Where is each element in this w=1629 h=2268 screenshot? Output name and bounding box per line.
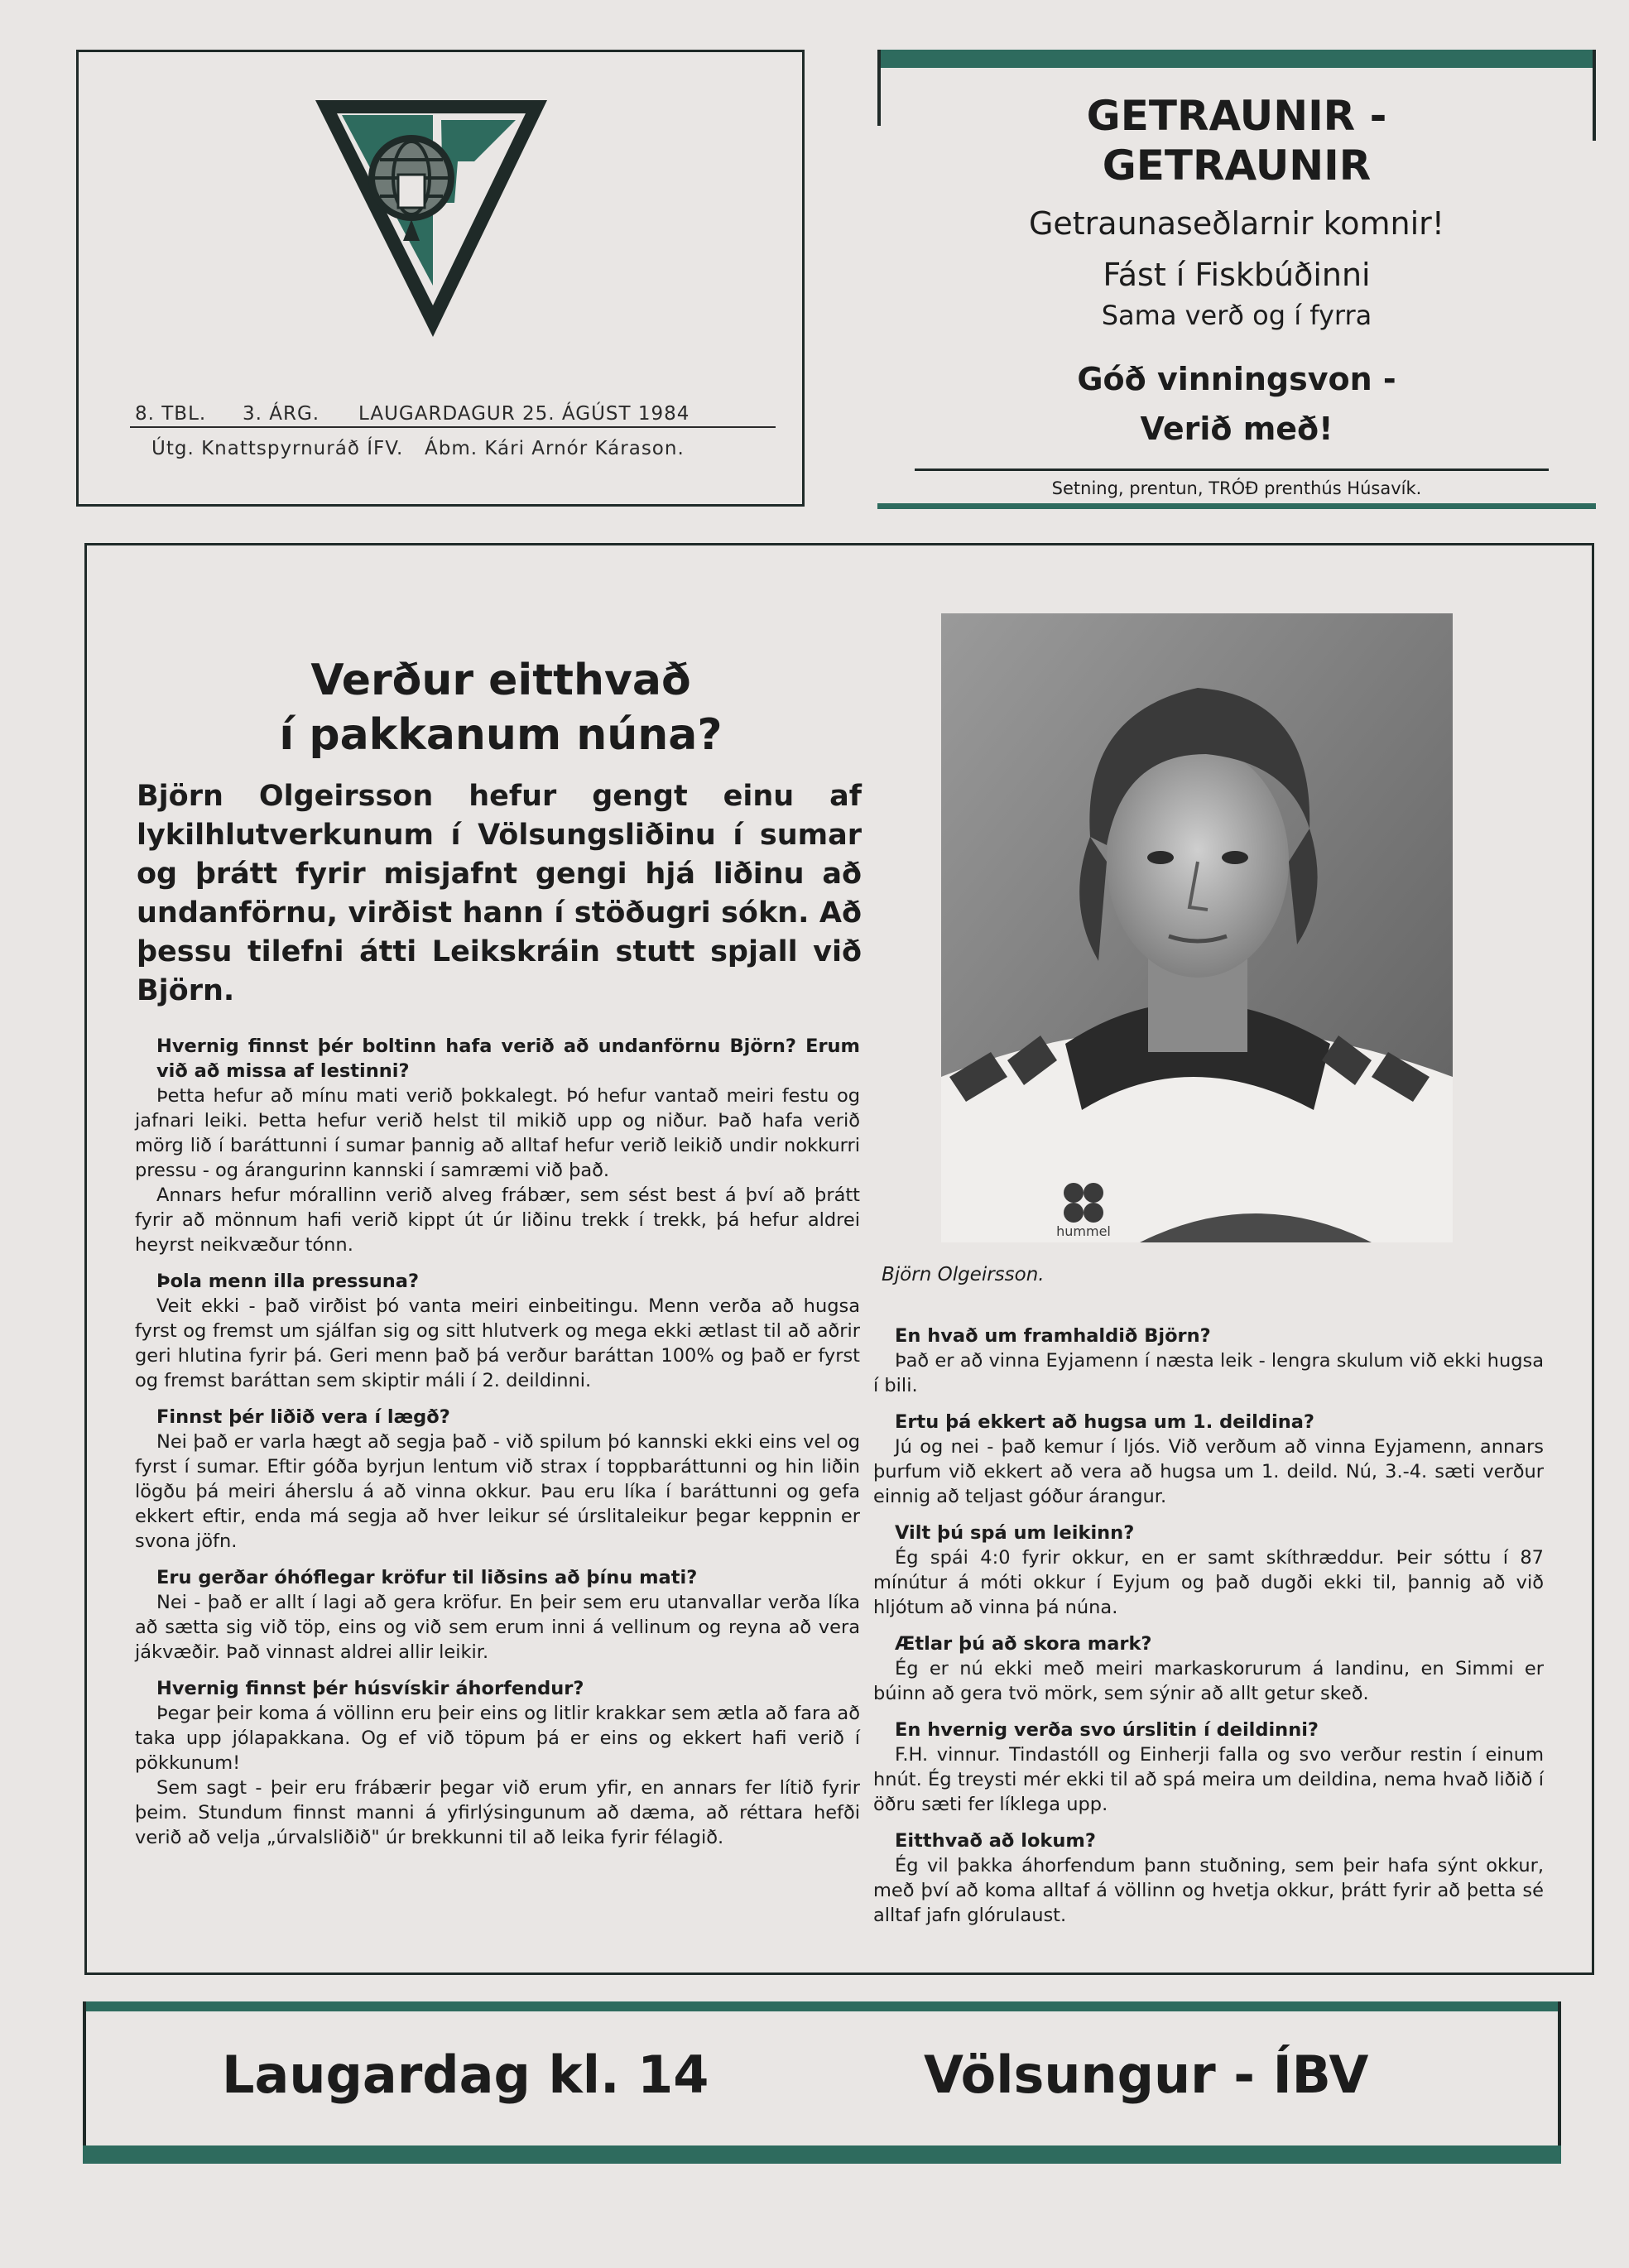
ad-line2: Fást í Fiskbúðinni [1103, 257, 1371, 293]
issue-date: LAUGARDAGUR 25. ÁGÚST 1984 [358, 403, 690, 425]
volume-year: 3. ÁRG. [243, 403, 320, 425]
question: Eru gerðar óhóflegar kröfur til liðsins að þínu mati? [156, 1567, 698, 1588]
masthead-divider [130, 426, 776, 428]
answer: Jú og nei - það kemur í ljós. Við verðum að vinna Eyjamenn, annars þurfum við ekkert að vera að hugsa um 1. deild. Nú, 3.-4. sæti verður einnig að teljast góður árangur. [873, 1436, 1544, 1507]
ad-divider [915, 468, 1549, 471]
ad-slogan2: Verið með! [1140, 411, 1333, 447]
answer: Ég er nú ekki með meiri markaskorurum á landinu, en Simmi er búinn að gera tvö mörk, sem sýnir að allt getur skeð. [873, 1658, 1544, 1704]
question: En hvernig verða svo úrslitin í deildinni? [895, 1719, 1319, 1741]
ad-top-bar [877, 50, 1596, 68]
answer: Þegar þeir koma á völlinn eru þeir eins og litlir krakkar sem ætla að fara að taka upp jólapakkana. Og ef við töpum þá er eins og ekkert hafi verið í pökkunum! [135, 1703, 860, 1774]
match-banner [83, 2001, 1561, 2164]
question: En hvað um framhaldið Björn? [895, 1325, 1211, 1347]
answer: Annars hefur mórallinn verið alveg frábær, sem sést best á því að þrátt fyrir að mönnum hafi verið kippt út úr liðinu trekk í trekk, þá hefur aldrei heyrst neikvæður tónn. [135, 1184, 860, 1256]
question: Hvernig finnst þér boltinn hafa verið að undanförnu Björn? Erum við að missa af lestinni? [156, 1035, 860, 1082]
question: Vilt þú spá um leikinn? [895, 1522, 1135, 1544]
question: Ertu þá ekkert að hugsa um 1. deildina? [895, 1411, 1314, 1433]
headline-line2: í pakkanum núna? [279, 710, 723, 760]
publisher: Útg. Knattspyrnuráð ÍFV. [151, 438, 404, 459]
answer: F.H. vinnur. Tindastóll og Einherji falla og svo verður restin í einum hnút. Ég treysti mér ekki til að spá meira um deildina, nema hvað liðið í öðru sæti fer líklega upp. [873, 1744, 1544, 1815]
interview-right-column [873, 1324, 1544, 1939]
answer: Ég vil þakka áhorfendum þann stuðning, sem þeir hafa sýnt okkur, með því að koma alltaf á völlinn og hvetja okkur, þrátt fyrir að þetta sé alltaf jafn glórulaust. [873, 1855, 1544, 1926]
question: Ætlar þú að skora mark? [895, 1633, 1152, 1655]
interview-left-column [135, 1034, 860, 1862]
question: Hvernig finnst þér húsvískir áhorfendur? [156, 1678, 584, 1699]
question: Eitthvað að lokum? [895, 1830, 1096, 1852]
match-teams: Völsungur - ÍBV [924, 2045, 1369, 2105]
photo-caption: Björn Olgeirsson. [882, 1264, 1045, 1285]
issue-number: 8. TBL. [135, 403, 207, 425]
ad-slogan1: Góð vinningsvon - [1077, 361, 1396, 397]
ad-line3: Sama verð og í fyrra [1101, 300, 1372, 331]
question: Þola menn illa pressuna? [156, 1271, 420, 1292]
banner-bottom-bar [83, 2145, 1561, 2164]
masthead [76, 50, 805, 507]
banner-right-border [1558, 2001, 1561, 2164]
answer: Veit ekki - það virðist þó vanta meiri einbeitingu. Menn verða að hugsa fyrst og fremst um sjálfan sig og sitt hlutverk og mega ekki ætlast til að aðrir geri hlutina fyrir þá. Geri menn það þá verður baráttan 100% og það er fyrst og fremst baráttan sem skiptir máli í 2. deildinni. [135, 1295, 860, 1391]
editor: Ábm. Kári Arnór Kárason. [425, 438, 685, 459]
answer: Sem sagt - þeir eru frábærir þegar við erum yfir, en annars fer lítið fyrir þeim. Stundum finnst manni á yfirlýsingunum að dæma, að réttara hefði verið að velja „úrvalsliðið" úr brekkunni til að leika fyrir félagið. [135, 1777, 860, 1848]
ad-printer: Setning, prentun, TRÓÐ prenthús Húsavík. [1051, 478, 1422, 498]
getraunir-ad [877, 50, 1596, 510]
banner-left-border [83, 2001, 86, 2164]
ad-line1: Getraunaseðlarnir komnir! [1028, 205, 1445, 242]
article-intro: Björn Olgeirsson hefur gengt einu af lykilhlutverkunum í Völsungsliðinu í sumar og þrátt fyrir misjafnt gengi hjá liðinu að undanförnu, virðist hann í stöðugri sókn. Að þessu tilefni átti Leikskráin stutt spjall við Björn. [137, 780, 862, 1007]
answer: Nei það er varla hægt að segja það - við spilum þó kannski ekki eins vel og fyrst í sumar. Eftir góða byrjun lentum við strax í toppbaráttunni og hin liðin lögðu þá meiri áherslu á að vinna okkur. Þau eru líka í baráttunni og gefa ekkert eftir, enda má segja að hver leikur sé úrslitaleikur þegar keppnin er svona jöfn. [135, 1431, 860, 1552]
article-box [84, 543, 1594, 1975]
answer: Ég spái 4:0 fyrir okkur, en er samt skíthræddur. Þeir sóttu í 87 mínútur á móti okkur í Eyjum og það dugði ekki til, þannig að við hljótum að vinna þá núna. [873, 1547, 1544, 1618]
ad-bottom-bar [877, 503, 1596, 509]
answer: Þetta hefur að mínu mati verið þokkalegt. Þó hefur vantað meiri festu og jafnari leiki. Þetta hefur verið helst til mikið upp og niður. Það hafa verið mörg lið í baráttunni í sumar þannig að alltaf hefur verið leikið undir nokkurri pressu - og árangurinn kannski í samræmi við það. [135, 1085, 860, 1181]
headline-line1: Verður eitthvað [310, 656, 691, 705]
player-photo [941, 613, 1453, 1242]
match-time: Laugardag kl. 14 [222, 2045, 709, 2105]
ad-title-line1: GETRAUNIR - [1086, 92, 1387, 140]
photo-shirt-logo: hummel [1056, 1223, 1111, 1239]
portrait-image [941, 613, 1453, 1242]
headline [236, 653, 766, 762]
banner-top-bar [83, 2001, 1561, 2011]
question: Finnst þér liðið vera í lægð? [156, 1406, 450, 1428]
club-logo-icon [309, 95, 554, 344]
answer: Nei - það er allt í lagi að gera kröfur. En þeir sem eru utanvallar verða líka að sætta sig við töp, eins og við sem erum inni á vellinum og reyna að vera jákvæðir. Það vinnast aldrei allir leikir. [135, 1592, 860, 1663]
answer: Það er að vinna Eyjamenn í næsta leik - lengra skulum við ekki hugsa í bili. [873, 1350, 1544, 1396]
ad-title-line2: GETRAUNIR [1102, 142, 1372, 190]
